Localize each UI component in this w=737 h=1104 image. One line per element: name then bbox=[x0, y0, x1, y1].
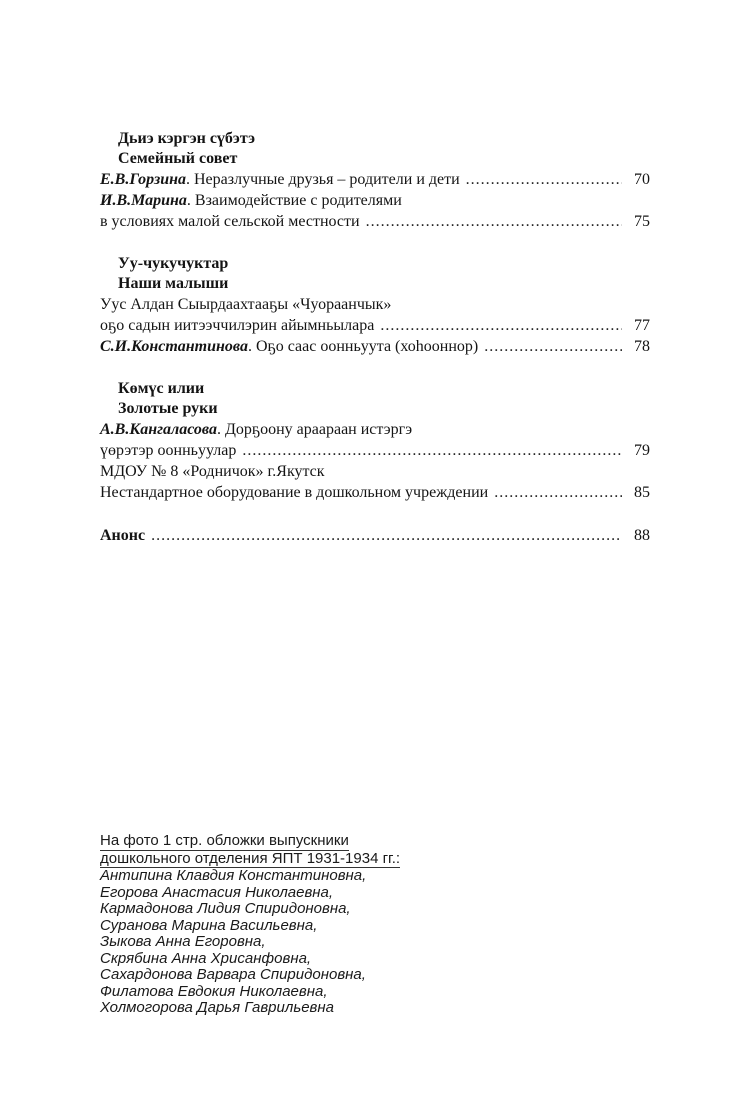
graduate-name: Филатова Евдокия Николаевна, bbox=[100, 982, 328, 1000]
graduate-name: Скрябина Анна Хрисанфовна, bbox=[100, 949, 312, 967]
toc-entry-continuation[interactable] bbox=[100, 482, 650, 503]
table-of-contents bbox=[100, 129, 650, 546]
caption-heading bbox=[100, 833, 540, 868]
entry-author: А.В.Кангаласова bbox=[100, 421, 217, 438]
toc-entry[interactable]: Е.В.Горзина. Неразлучные друзья – родители и дети ..... 70 bbox=[100, 169, 650, 190]
entry-page-number: 88 bbox=[634, 527, 650, 544]
graduate-name: Егорова Анастасия Николаевна, bbox=[100, 883, 334, 901]
section-heading-sakha: Көмүс илии bbox=[118, 380, 205, 397]
toc-entry[interactable]: И.В.Марина. Взаимодействие с родителями bbox=[100, 192, 402, 209]
leader-dots bbox=[242, 440, 622, 461]
entry-title-continuation: оҕо садын иитээччилэрин айымньылара bbox=[100, 317, 375, 334]
toc-section-family-council bbox=[100, 129, 650, 232]
toc-entry-anons[interactable] bbox=[100, 525, 650, 546]
leader-dots bbox=[366, 211, 622, 232]
entry-title-continuation: в условиях малой сельской местности bbox=[100, 213, 360, 230]
toc-section-our-kids bbox=[100, 254, 650, 357]
entry-title: Взаимодействие с родителями bbox=[194, 192, 402, 209]
graduate-name: Холмогорова Дарья Гаврильевна bbox=[100, 999, 334, 1016]
entry-page-number: 78 bbox=[634, 338, 650, 355]
leader-dots bbox=[484, 336, 622, 357]
leader-dots bbox=[380, 315, 622, 336]
toc-entry[interactable] bbox=[100, 461, 650, 482]
toc-entry[interactable] bbox=[100, 294, 650, 315]
toc-entry-continuation[interactable] bbox=[100, 315, 650, 336]
leader-dots bbox=[151, 525, 622, 546]
entry-page-number: 77 bbox=[634, 317, 650, 334]
entry-page-number: 79 bbox=[634, 442, 650, 459]
caption-line-2: дошкольного отделения ЯПТ 1931-1934 гг.: bbox=[100, 849, 401, 867]
graduate-name: Сахардонова Варвара Спиридоновна, bbox=[100, 966, 366, 983]
entry-author: Е.В.Горзина bbox=[100, 171, 186, 188]
toc-entry-continuation[interactable] bbox=[100, 211, 650, 232]
graduate-name: Суранова Марина Васильевна, bbox=[100, 916, 318, 934]
cover-photo-caption bbox=[100, 833, 540, 1017]
section-heading-russian: Наши малыши bbox=[118, 275, 229, 292]
graduate-name: Антипина Клавдия Константиновна, bbox=[100, 867, 367, 884]
entry-title: Дорҕоону араараан истэргэ bbox=[224, 421, 413, 438]
toc-entry[interactable]: С.И.Константинова. Оҕо саас оонньуута (хоһооннор) ..... 78 bbox=[100, 336, 650, 357]
entry-title: Неразлучные друзья – родители и дети bbox=[194, 171, 460, 188]
toc-entry-continuation[interactable] bbox=[100, 440, 650, 461]
entry-page-number: 70 bbox=[634, 171, 650, 188]
entry-title-continuation: Нестандартное оборудование в дошкольном учреждении bbox=[100, 484, 489, 501]
leader-dots bbox=[466, 169, 622, 190]
graduate-name: Зыкова Анна Егоровна, bbox=[100, 933, 266, 950]
section-heading-russian: Золотые руки bbox=[118, 400, 218, 417]
graduate-name: Кармадонова Лидия Спиридоновна, bbox=[100, 900, 351, 917]
anons-label: Анонс bbox=[100, 527, 146, 544]
section-heading-russian: Семейный совет bbox=[118, 150, 238, 167]
entry-title: Уус Алдан Сыырдаахтааҕы «Чуораанчык» bbox=[100, 296, 392, 313]
entry-author: С.И.Константинова bbox=[100, 338, 248, 355]
entry-page-number: 85 bbox=[634, 484, 650, 501]
caption-line-1: На фото 1 стр. обложки выпускники bbox=[100, 832, 349, 849]
toc-entry[interactable]: А.В.Кангаласова. Дорҕоону араараан истэргэ bbox=[100, 421, 413, 438]
leader-dots bbox=[494, 482, 622, 503]
toc-section-golden-hands bbox=[100, 379, 650, 503]
entry-title: МДОУ № 8 «Родничок» г.Якутск bbox=[100, 463, 325, 480]
entry-author: И.В.Марина bbox=[100, 192, 187, 209]
entry-title-continuation: үөрэтэр оонньуулар bbox=[100, 442, 237, 459]
entry-title: Оҕо саас оонньуута (хоһооннор) bbox=[255, 338, 479, 355]
section-heading-sakha: Уу-чукучуктар bbox=[118, 255, 229, 272]
section-heading-sakha: Дьиэ кэргэн сүбэтэ bbox=[118, 130, 256, 147]
entry-page-number: 75 bbox=[634, 213, 650, 230]
